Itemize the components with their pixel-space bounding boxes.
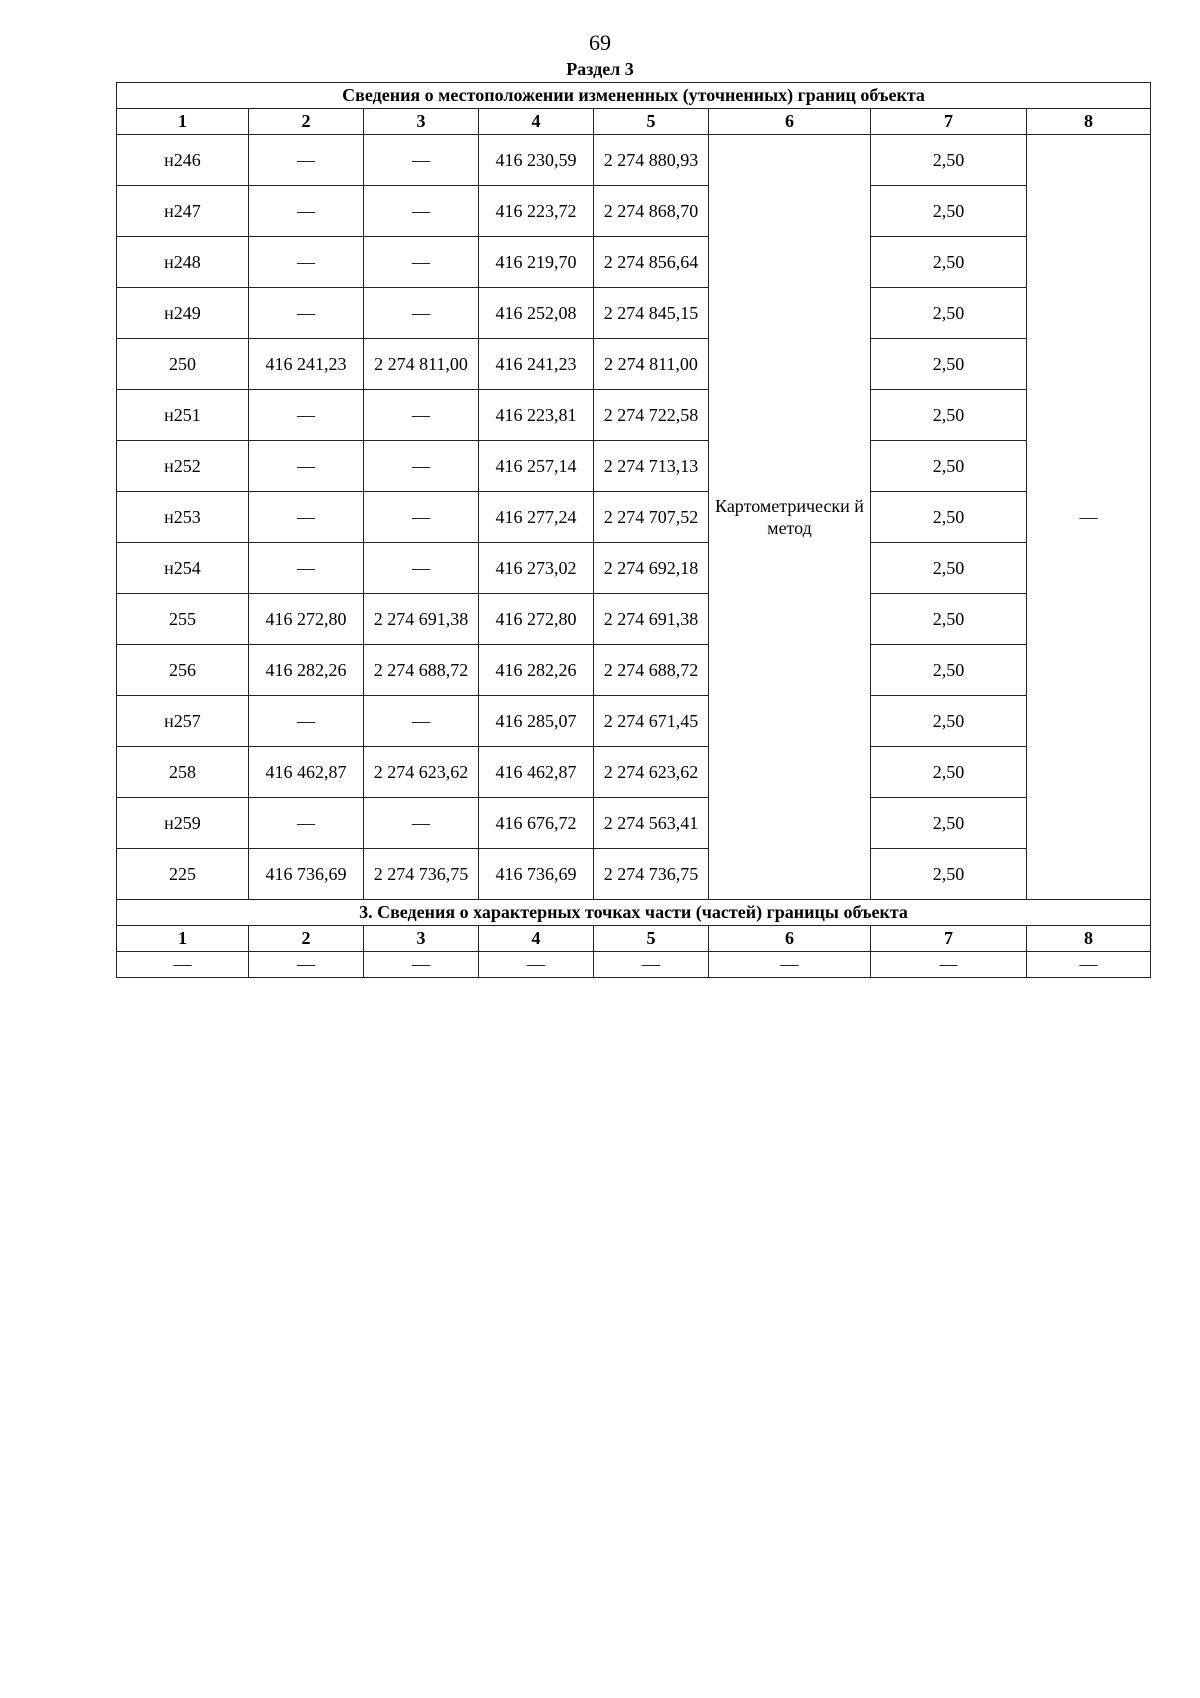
accuracy-cell: 2,50 [871,747,1027,798]
refined-x-cell: 416 257,14 [479,441,594,492]
existing-y-cell: 2 274 623,62 [364,747,479,798]
accuracy-cell: 2,50 [871,288,1027,339]
refined-y-cell: 2 274 880,93 [594,135,709,186]
subsection-column-number-7: 7 [871,926,1027,952]
method-cell: Картометрически й метод [709,135,871,900]
existing-y-cell: — [364,186,479,237]
subsection-column-number-row [117,926,1151,952]
accuracy-cell: 2,50 [871,186,1027,237]
subsection-cell: — [249,952,364,978]
subsection-column-number-5: 5 [594,926,709,952]
refined-x-cell: 416 285,07 [479,696,594,747]
existing-y-cell: 2 274 811,00 [364,339,479,390]
page-number: 69 [589,30,611,55]
refined-x-cell: 416 277,24 [479,492,594,543]
accuracy-cell: 2,50 [871,339,1027,390]
existing-y-cell: — [364,798,479,849]
refined-y-cell: 2 274 856,64 [594,237,709,288]
point-name-cell: 255 [117,594,249,645]
existing-x-cell: — [249,237,364,288]
subsection-column-number-2: 2 [249,926,364,952]
point-name-cell: н252 [117,441,249,492]
column-number-8: 8 [1027,109,1151,135]
existing-x-cell: 416 282,26 [249,645,364,696]
accuracy-cell: 2,50 [871,441,1027,492]
table-row [117,798,1151,849]
point-name-cell: н251 [117,390,249,441]
existing-y-cell: 2 274 736,75 [364,849,479,900]
column-number-3: 3 [364,109,479,135]
existing-y-cell: — [364,492,479,543]
subsection-column-number-1: 1 [117,926,249,952]
point-name-cell: 258 [117,747,249,798]
accuracy-cell: 2,50 [871,135,1027,186]
existing-x-cell: 416 462,87 [249,747,364,798]
point-name-cell: н249 [117,288,249,339]
refined-y-cell: 2 274 707,52 [594,492,709,543]
point-name-cell: н246 [117,135,249,186]
column-number-6: 6 [709,109,871,135]
refined-y-cell: 2 274 688,72 [594,645,709,696]
subsection-cell: — [117,952,249,978]
refined-y-cell: 2 274 736,75 [594,849,709,900]
accuracy-cell: 2,50 [871,543,1027,594]
existing-y-cell: 2 274 691,38 [364,594,479,645]
point-name-cell: н253 [117,492,249,543]
refined-x-cell: 416 252,08 [479,288,594,339]
subsection-column-number-3: 3 [364,926,479,952]
subsection-column-number-8: 8 [1027,926,1151,952]
accuracy-cell: 2,50 [871,645,1027,696]
accuracy-cell: 2,50 [871,390,1027,441]
existing-x-cell: 416 241,23 [249,339,364,390]
existing-x-cell: — [249,288,364,339]
existing-x-cell: — [249,135,364,186]
existing-x-cell: — [249,186,364,237]
table-row [117,339,1151,390]
table-caption: Сведения о местоположении измененных (уточненных) границ объекта [117,83,1151,109]
refined-x-cell: 416 282,26 [479,645,594,696]
table-row [117,237,1151,288]
existing-y-cell: — [364,390,479,441]
point-name-cell: н259 [117,798,249,849]
existing-x-cell: — [249,441,364,492]
refined-x-cell: 416 219,70 [479,237,594,288]
table-row [117,492,1151,543]
refined-x-cell: 416 462,87 [479,747,594,798]
refined-x-cell: 416 241,23 [479,339,594,390]
column-number-5: 5 [594,109,709,135]
subsection-column-number-4: 4 [479,926,594,952]
refined-y-cell: 2 274 692,18 [594,543,709,594]
table-row [117,288,1151,339]
refined-y-cell: 2 274 563,41 [594,798,709,849]
refined-x-cell: 416 223,72 [479,186,594,237]
subsection-cell: — [479,952,594,978]
refined-y-cell: 2 274 713,13 [594,441,709,492]
table-row [117,390,1151,441]
subsection-caption: 3. Сведения о характерных точках части (частей) границы объекта [117,900,1151,926]
accuracy-cell: 2,50 [871,492,1027,543]
point-name-cell: 256 [117,645,249,696]
subsection-row [117,952,1151,978]
accuracy-cell: 2,50 [871,798,1027,849]
column-8-cell: — [1027,135,1151,900]
existing-y-cell: — [364,441,479,492]
refined-y-cell: 2 274 691,38 [594,594,709,645]
existing-y-cell: — [364,237,479,288]
refined-y-cell: 2 274 868,70 [594,186,709,237]
existing-y-cell: — [364,696,479,747]
existing-x-cell: 416 736,69 [249,849,364,900]
point-name-cell: н254 [117,543,249,594]
subsection-cell: — [364,952,479,978]
refined-x-cell: 416 223,81 [479,390,594,441]
existing-x-cell: 416 272,80 [249,594,364,645]
point-name-cell: н248 [117,237,249,288]
table-row [117,645,1151,696]
existing-x-cell: — [249,798,364,849]
refined-x-cell: 416 676,72 [479,798,594,849]
section-title: Раздел 3 [566,59,634,79]
column-number-4: 4 [479,109,594,135]
existing-y-cell: 2 274 688,72 [364,645,479,696]
column-number-1: 1 [117,109,249,135]
table-row [117,135,1151,186]
refined-y-cell: 2 274 811,00 [594,339,709,390]
subsection-cell: — [871,952,1027,978]
accuracy-cell: 2,50 [871,594,1027,645]
table-row [117,186,1151,237]
column-number-2: 2 [249,109,364,135]
refined-x-cell: 416 230,59 [479,135,594,186]
accuracy-cell: 2,50 [871,237,1027,288]
refined-y-cell: 2 274 623,62 [594,747,709,798]
existing-y-cell: — [364,288,479,339]
table-row [117,747,1151,798]
refined-y-cell: 2 274 722,58 [594,390,709,441]
point-name-cell: 225 [117,849,249,900]
accuracy-cell: 2,50 [871,696,1027,747]
table-row [117,543,1151,594]
refined-y-cell: 2 274 671,45 [594,696,709,747]
table-row [117,849,1151,900]
table-row [117,594,1151,645]
existing-x-cell: — [249,492,364,543]
existing-x-cell: — [249,696,364,747]
column-number-7: 7 [871,109,1027,135]
table-row [117,441,1151,492]
column-number-row [117,109,1151,135]
table-row [117,696,1151,747]
subsection-column-number-6: 6 [709,926,871,952]
accuracy-cell: 2,50 [871,849,1027,900]
existing-x-cell: — [249,543,364,594]
point-name-cell: 250 [117,339,249,390]
subsection-cell: — [709,952,871,978]
refined-y-cell: 2 274 845,15 [594,288,709,339]
point-name-cell: н257 [117,696,249,747]
point-name-cell: н247 [117,186,249,237]
existing-y-cell: — [364,543,479,594]
boundary-table [116,82,1151,978]
existing-x-cell: — [249,390,364,441]
existing-y-cell: — [364,135,479,186]
subsection-cell: — [594,952,709,978]
refined-x-cell: 416 272,80 [479,594,594,645]
refined-x-cell: 416 736,69 [479,849,594,900]
subsection-cell: — [1027,952,1151,978]
refined-x-cell: 416 273,02 [479,543,594,594]
